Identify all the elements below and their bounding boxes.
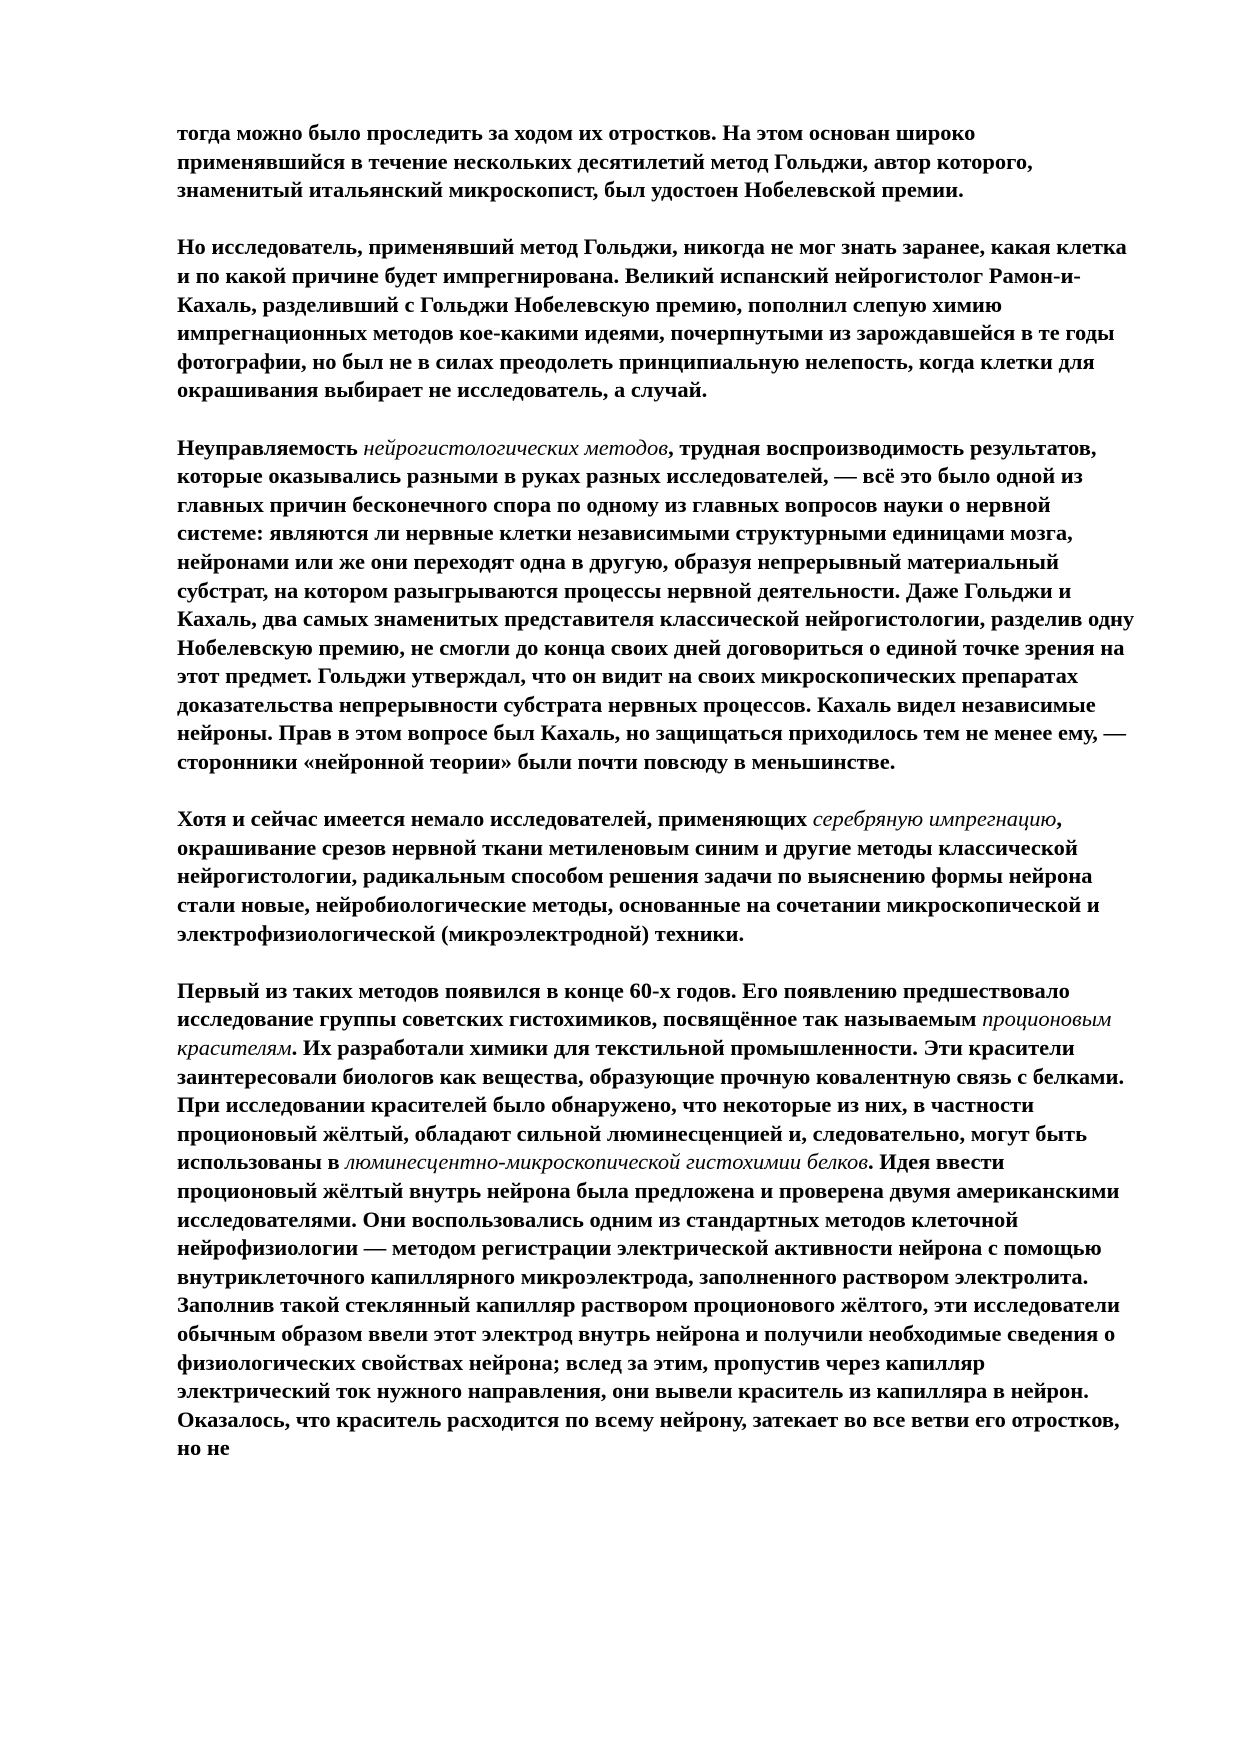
document-page <box>177 119 1137 1492</box>
paragraph-3-text-b: , трудная воспроизводимость результатов, которые оказывались разными в руках разных исследователей, — всё это было одной из главных причин бесконечного спора по одному из главных вопросов науки о нервной системе: являются ли нервные клетки независимыми структурными единицами мозга, нейронами или же они переходят одна в другую, образуя непрерывный материальный субстрат, на котором разыгрываются процессы нервной деятельности. Даже Гольджи и Кахаль, два самых знаменитых представителя классической нейрогистологии, разделив одну Нобелевскую премию, не смогли до конца своих дней договориться о единой точке зрения на этот предмет. Гольджи утверждал, что он видит на своих микроскопических препаратах доказательства непрерывности субстрата нервных процессов. Кахаль видел независимые нейроны. Прав в этом вопросе был Кахаль, но защищаться приходилось тем не менее ему, — сторонники «нейронной теории» были почти повсюду в меньшинстве. <box>177 434 1135 775</box>
paragraph-4-text-b: , окрашивание срезов нервной ткани метиленовым синим и другие методы классической нейрогистологии, радикальным способом решения задачи по выяснению формы нейрона стали новые, нейробиологические методы, основанные на сочетании микроскопической и электрофизиологической (микроэлектродной) техники. <box>177 806 1100 946</box>
paragraph-1 <box>177 119 1137 205</box>
paragraph-1-text: тогда можно было проследить за ходом их отростков. На этом основан широко применявшийся в течение нескольких десятилетий метод Гольджи, автор которого, знаменитый итальянский микроскопист, был удостоен Нобелевской премии. <box>177 120 1033 203</box>
paragraph-5-text-c: . Идея ввести проционовый жёлтый внутрь нейрона была предложена и проверена двумя американскими исследователями. Они воспользовались одним из стандартных методов клеточной нейрофизиологии — методом регистрации электрической активности нейрона с помощью внутриклеточного капиллярного микроэлектрода, заполненного раствором электролита. Заполнив такой стеклянный капилляр раствором проционового жёлтого, эти исследователи обычным образом ввели этот электрод внутрь нейрона и получили необходимые сведения о физиологических свойствах нейрона; вслед за этим, пропустив через капилляр электрический ток нужного направления, они вывели краситель из капилляра в нейрон. Оказалось, что краситель расходится по всему нейрону, затекает во все ветви его отростков, но не <box>177 1149 1120 1461</box>
paragraph-3-text-a: Неуправляемость <box>177 434 364 460</box>
paragraph-5-text-a: Первый из таких методов появился в конце 60-х годов. Его появлению предшествовало исследование группы советских гистохимиков, посвящённое так называемым <box>177 977 1070 1032</box>
paragraph-5-italic-term-1: проционовым красителям <box>177 1006 1112 1060</box>
paragraph-2-text: Но исследователь, применявший метод Гольджи, никогда не мог знать заранее, какая клетка и по какой причине будет импрегнирована. Великий испанский нейрогистолог Рамон-и-Кахаль, разделивший с Гольджи Нобелевскую премию, пополнил слепую химию импрегнационных методов кое-какими идеями, почерпнутыми из зарождавшейся в те годы фотографии, но был не в силах преодолеть принципиальную нелепость, когда клетки для окрашивания выбирает не исследователь, а случай. <box>177 234 1127 403</box>
paragraph-5-italic-term-2: люминесцентно-микроскопической гистохимии белков <box>345 1149 868 1175</box>
paragraph-4-text-a: Хотя и сейчас имеется немало исследователей, применяющих <box>177 806 813 832</box>
paragraph-4-italic-term: серебряную импрегнацию <box>812 806 1057 832</box>
paragraph-5 <box>177 977 1137 1463</box>
paragraph-3-italic-term: нейрогистологических методов <box>363 434 669 460</box>
paragraph-4 <box>177 805 1137 948</box>
paragraph-2 <box>177 233 1137 405</box>
paragraph-3 <box>177 434 1137 777</box>
paragraph-5-text-b: . Их разработали химики для текстильной промышленности. Эти красители заинтересовали биологов как вещества, образующие прочную ковалентную связь с белками. При исследовании красителей было обнаружено, что некоторые из них, в частности проционовый жёлтый, обладают сильной люминесценцией и, следовательно, могут быть использованы в <box>177 1035 1125 1175</box>
